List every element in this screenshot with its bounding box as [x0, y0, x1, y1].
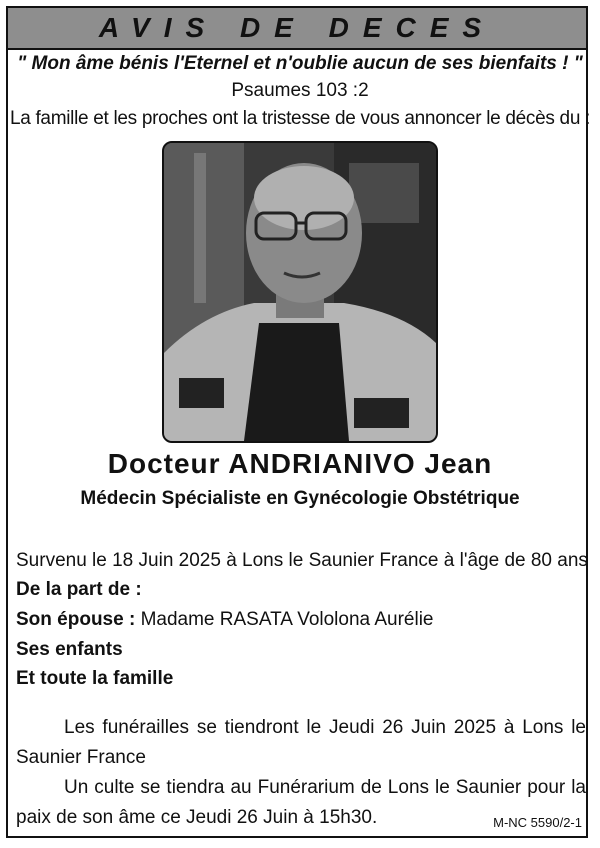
- deceased-name: Docteur ANDRIANIVO Jean: [107, 448, 493, 479]
- intro-text: La famille et les proches ont la tristesse de vous annoncer le décès du :: [9, 108, 591, 129]
- children-line: Ses enfants: [16, 639, 123, 660]
- header-band: [8, 8, 586, 50]
- spouse-label: Son épouse :: [16, 609, 136, 630]
- notice-title: AVIS DE DECES: [98, 12, 496, 43]
- portrait-illustration: [164, 143, 436, 441]
- bible-quote: " Mon âme bénis l'Eternel et n'oublie aucun de ses bienfaits ! ": [17, 53, 583, 74]
- psalm-reference: Psaumes 103 :2: [231, 80, 369, 101]
- family-line: Et toute la famille: [16, 668, 174, 689]
- funeral-paragraph-2: Un culte se tiendra au Funérarium de Lons le Saunier pour la paix de son âme ce Jeudi 26 Juin à 15h30.: [16, 777, 586, 828]
- death-info: Survenu le 18 Juin 2025 à Lons le Saunier France à l'âge de 80 ans: [16, 550, 588, 571]
- spouse-line: [16, 609, 433, 631]
- deceased-profession: Médecin Spécialiste en Gynécologie Obstétrique: [80, 488, 520, 509]
- reference-code: M-NC 5590/2-1: [493, 815, 582, 830]
- from-label: De la part de :: [16, 579, 142, 600]
- spouse-name: Madame RASATA Vololona Aurélie: [140, 609, 434, 630]
- portrait-photo: [162, 141, 438, 443]
- funeral-paragraph-1: Les funérailles se tiendront le Jeudi 26 Juin 2025 à Lons le Saunier France: [16, 717, 586, 768]
